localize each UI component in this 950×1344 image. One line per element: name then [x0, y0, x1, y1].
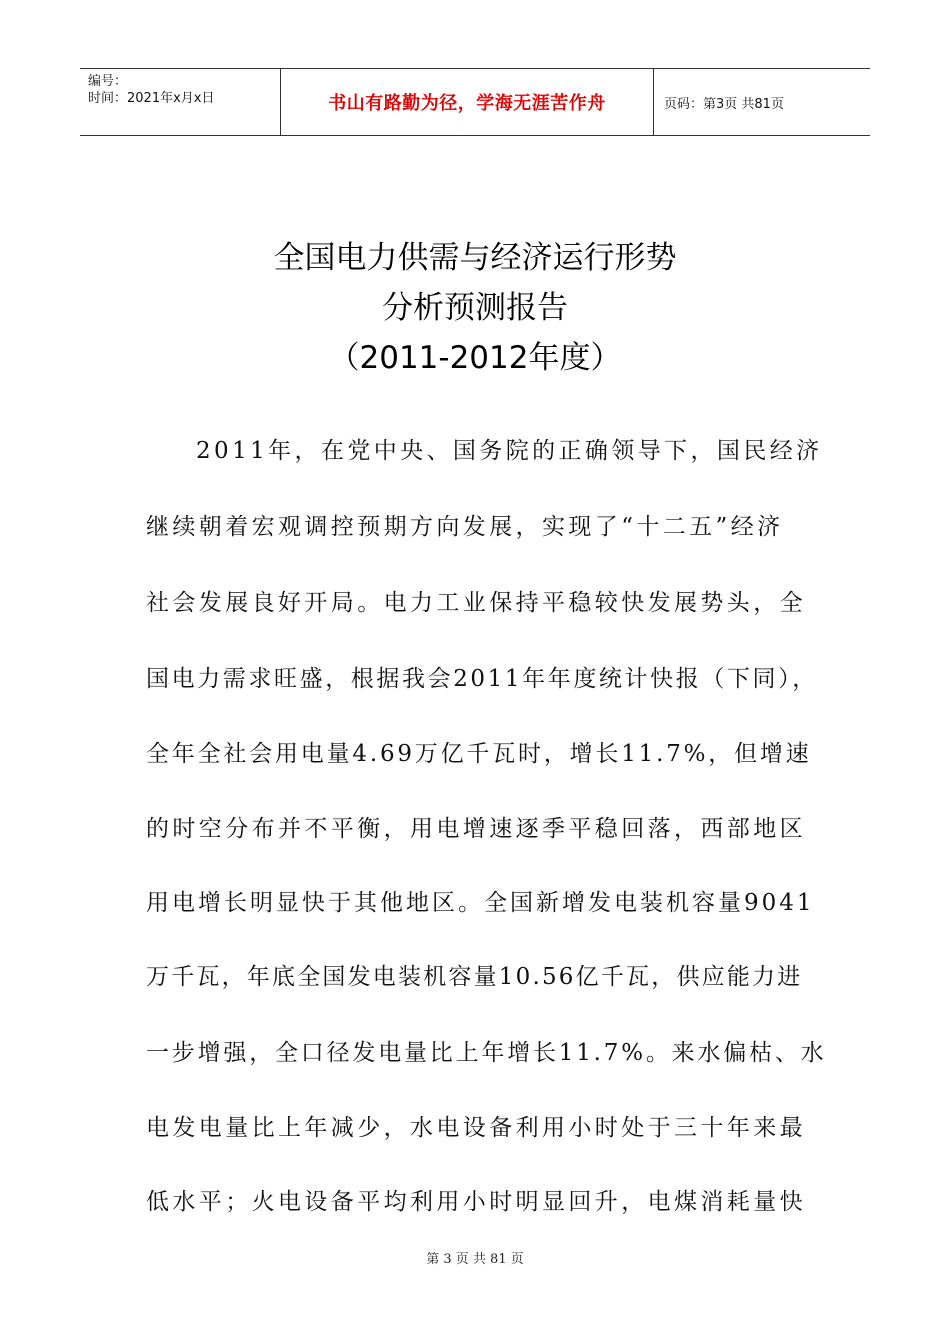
body-line-6: 的时空分布并不平衡，用电增速逐季平稳回落，西部地区: [146, 816, 806, 842]
body-line-2: 继续朝着宏观调控预期方向发展，实现了“十二五”经济: [146, 514, 784, 540]
title-line-1: 全国电力供需与经济运行形势: [273, 240, 677, 276]
body-line-9: 一步增强，全口径发电量比上年增长11.7%。来水偏枯、水: [146, 1040, 827, 1066]
header-motto: 书山有路勤为径，学海无涯苦作舟: [281, 69, 654, 135]
body-line-7: 用电增长明显快于其他地区。全国新增发电装机容量9041: [146, 890, 815, 916]
body-line-4: 国电力需求旺盛，根据我会2011年年度统计快报（下同），: [146, 666, 818, 692]
page-footer: 第 3 页 共 81 页: [426, 1252, 524, 1267]
title-line-2: 分析预测报告: [382, 290, 568, 326]
header-page-code: 页码：第3页 共81页: [664, 96, 784, 112]
body-line-11: 低水平；火电设备平均利用小时明显回升，电煤消耗量快: [146, 1189, 806, 1215]
header-meta-cell: [80, 69, 281, 135]
body-line-10: 电发电量比上年减少，水电设备利用小时处于三十年来最: [146, 1115, 806, 1141]
body-line-3: 社会发展良好开局。电力工业保持平稳较快发展势头，全: [146, 590, 806, 616]
document-header: [80, 68, 870, 136]
number-label: 编号：: [88, 74, 128, 89]
title-line-3: （2011-2012年度）: [328, 340, 622, 376]
body-line-8: 万千瓦，年底全国发电装机容量10.56亿千瓦，供应能力进: [146, 964, 803, 990]
body-line-1: 2011年，在党中央、国务院的正确领导下，国民经济: [196, 438, 823, 464]
body-line-5: 全年全社会用电量4.69万亿千瓦时，增长11.7%，但增速: [146, 741, 812, 767]
time-label: 时间：2021年x月x日: [88, 91, 215, 106]
